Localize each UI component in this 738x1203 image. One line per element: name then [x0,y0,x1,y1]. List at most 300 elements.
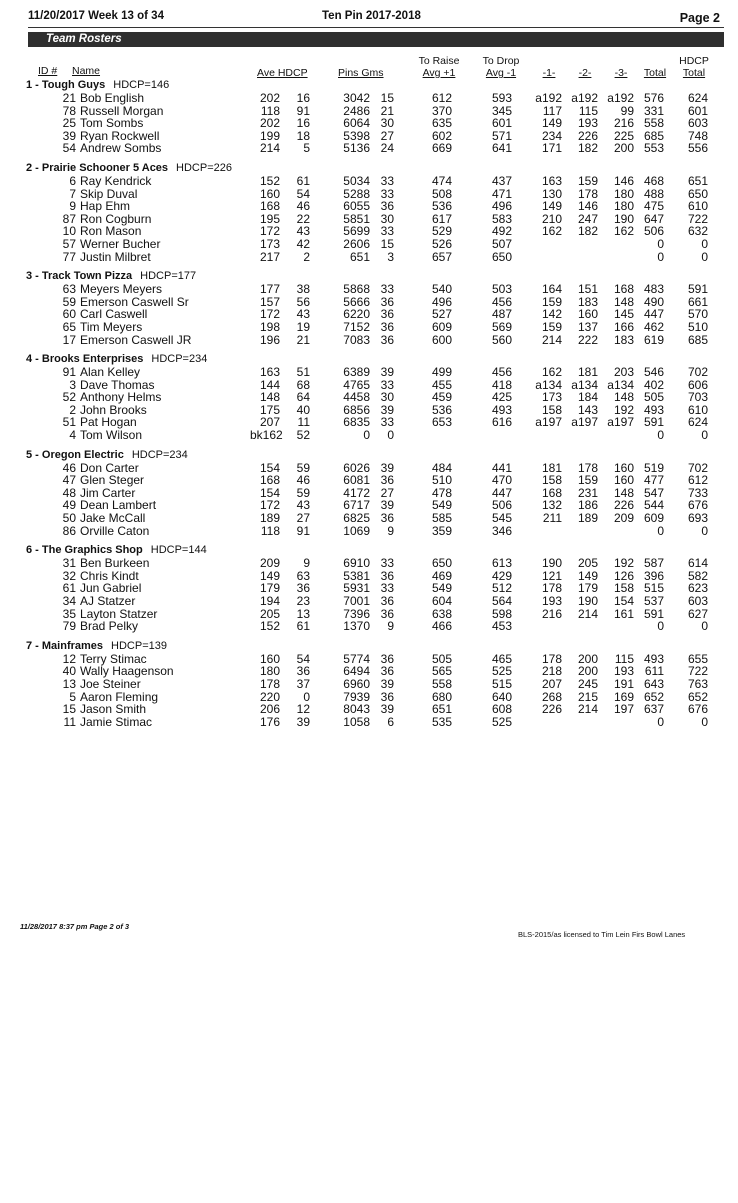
cell-pins: 7396 [343,606,370,621]
cell-hdcp: 0 [303,689,310,704]
cell-pins: 1069 [343,523,370,538]
cell-drop: 447 [491,485,512,500]
cell-ave: 118 [260,523,280,538]
cell-ave: 202 [259,116,280,131]
cell-htotal: 603 [687,594,708,608]
cell-total: 643 [643,676,664,691]
cell-pins: 6494 [343,664,370,679]
cell-hdcp: 19 [296,319,310,334]
table-row [0,142,738,155]
table-row [0,251,738,264]
team-hdcp: HDCP=177 [140,270,197,283]
cell-g2: 159 [577,473,598,488]
cell-g2: 214 [577,702,598,717]
cell-raise: 549 [431,581,452,596]
cell-htotal: 0 [701,249,708,264]
league-name: Ten Pin 2017-2018 [322,10,421,22]
cell-drop: 613 [491,556,512,571]
team-header [0,448,738,462]
cell-raise: 565 [431,664,452,679]
cell-g2: 214 [577,606,598,621]
cell-ave: 195 [259,211,280,226]
cell-drop: 465 [491,651,512,666]
cell-g3: 148 [613,294,634,309]
cell-hdcp: 61 [296,619,310,634]
cell-htotal: 661 [687,294,708,309]
cell-gms: 33 [380,556,394,571]
cell-id: 79 [62,619,76,634]
cell-gms: 39 [380,676,394,691]
cell-g2: 143 [577,402,598,417]
cell-id: 15 [62,702,76,717]
cell-name: Skip Duval [80,186,138,201]
cell-g2: 189 [577,511,598,526]
cell-name: Chris Kindt [80,568,139,583]
cell-htotal: 510 [687,319,708,334]
cell-hdcp: 39 [296,714,310,729]
cell-g3: 180 [613,199,634,214]
cell-g3: 209 [613,511,634,526]
cell-g3: a192 [607,91,634,105]
cell-htotal: 722 [687,211,708,226]
cell-g3: 225 [613,128,634,143]
team-section [0,543,738,633]
cell-total: 447 [643,307,664,322]
cell-hdcp: 56 [296,294,310,309]
cell-hdcp: 27 [296,511,310,526]
cell-g2: 193 [577,116,598,131]
cell-total: 396 [643,568,664,583]
cell-htotal: 676 [687,702,708,717]
cell-name: Terry Stimac [80,651,147,666]
cell-drop: 512 [491,581,512,596]
cell-g3: 158 [613,581,634,596]
cell-id: 59 [62,294,76,309]
team-section [0,448,738,538]
table-row [0,474,738,487]
cell-g2: 215 [577,689,598,704]
cell-raise: 609 [431,319,452,334]
cell-htotal: 606 [687,377,708,392]
cell-pins: 5666 [343,294,370,309]
cell-hdcp: 51 [296,365,310,380]
cell-g2: 178 [577,186,598,201]
cell-htotal: 624 [687,91,708,105]
cell-g1: 162 [541,365,562,380]
cell-pins: 5774 [343,651,370,666]
cell-ave: 209 [259,556,280,571]
cell-total: 331 [643,103,664,118]
cell-htotal: 591 [687,282,708,297]
cell-g3: 200 [613,141,634,156]
cell-pins: 5381 [343,568,370,583]
cell-htotal: 702 [687,460,708,475]
cell-total: 493 [643,651,664,666]
cell-gms: 36 [380,651,394,666]
cell-g3: 126 [613,568,634,583]
cell-name: Meyers Meyers [80,282,163,297]
cell-g2: 181 [577,365,598,380]
team-name [26,448,188,462]
cell-hdcp: 91 [296,103,310,118]
cell-id: 2 [69,402,76,417]
cell-g1: 211 [542,511,562,526]
cell-g1: 149 [541,199,562,214]
cell-hdcp: 23 [296,594,310,608]
cell-pins: 7083 [343,332,370,347]
team-title: 4 - Brooks Enterprises [26,353,144,366]
cell-ave: 198 [259,319,280,334]
cell-name: Jake McCall [80,511,146,526]
cell-gms: 39 [380,702,394,717]
cell-gms: 39 [380,365,394,380]
cell-drop: 598 [491,606,512,621]
cell-pins: 1058 [343,714,370,729]
cell-drop: 437 [491,173,512,188]
cell-drop: 583 [491,211,512,226]
cell-raise: 602 [431,128,452,143]
cell-g1: 181 [541,460,562,475]
cell-g3: 161 [613,606,634,621]
cell-total: 547 [643,485,664,500]
cell-pins: 6026 [343,460,370,475]
cell-raise: 510 [431,473,452,488]
cell-ave: 189 [259,511,280,526]
cell-total: 0 [657,428,664,443]
cell-total: 546 [643,365,664,380]
cell-id: 32 [62,568,76,583]
cell-ave: 118 [260,103,280,118]
table-row [0,429,738,442]
col-to-drop-bottom: Avg -1 [485,67,517,79]
cell-ave: 173 [259,236,280,251]
cell-hdcp: 61 [296,173,310,188]
cell-name: Anthony Helms [80,390,162,405]
cell-g3: 166 [613,319,634,334]
cell-g2: 159 [577,173,598,188]
cell-g2: 226 [577,128,598,143]
cell-pins: 6220 [343,307,370,322]
cell-id: 11 [63,714,76,729]
cell-drop: 492 [491,224,512,239]
cell-name: Pat Hogan [80,415,137,430]
cell-ave: 172 [259,307,280,322]
cell-gms: 36 [380,664,394,679]
cell-total: 0 [657,523,664,538]
cell-name: Ray Kendrick [80,173,152,188]
cell-raise: 526 [431,236,452,251]
cell-pins: 6389 [343,365,370,380]
cell-htotal: 614 [687,556,708,571]
cell-g3: 115 [614,651,634,666]
cell-id: 25 [62,116,76,131]
cell-raise: 536 [431,402,452,417]
date-week: 11/20/2017 Week 13 of 34 [28,10,164,22]
cell-gms: 30 [380,116,394,131]
cell-hdcp: 68 [296,377,310,392]
cell-pins: 6064 [343,116,370,131]
cell-raise: 536 [431,199,452,214]
cell-drop: 616 [491,415,512,430]
cell-drop: 493 [491,402,512,417]
cell-gms: 39 [380,402,394,417]
cell-drop: 470 [491,473,512,488]
table-row [0,238,738,251]
cell-ave: 220 [259,689,280,704]
cell-ave: 160 [259,186,280,201]
cell-g3: 160 [613,473,634,488]
table-row [0,512,738,525]
cell-pins: 5398 [343,128,370,143]
cell-htotal: 612 [687,473,708,488]
cell-id: 77 [62,249,76,264]
cell-id: 50 [62,511,76,526]
cell-drop: 487 [491,307,512,322]
cell-name: Wally Haagenson [80,664,174,679]
cell-pins: 3042 [343,91,370,105]
cell-gms: 15 [380,236,394,251]
cell-hdcp: 59 [296,460,310,475]
cell-name: Andrew Sombs [80,141,162,156]
col-to-raise-bottom: Avg +1 [422,67,456,79]
team-section [0,78,738,155]
cell-name: Jamie Stimac [80,714,153,729]
cell-hdcp: 46 [296,473,310,488]
cell-id: 35 [62,606,76,621]
cell-gms: 33 [380,377,394,392]
cell-name: Aaron Fleming [80,689,159,704]
cell-g2: 245 [577,676,598,691]
team-section [0,161,738,263]
cell-total: 490 [643,294,664,309]
cell-total: 558 [643,116,664,131]
cell-id: 65 [62,319,76,334]
col-game-1: -1- [542,67,556,79]
team-name [26,352,207,366]
col-game-2: -2- [578,67,592,79]
cell-name: Carl Caswell [80,307,148,322]
cell-total: 488 [643,186,664,201]
cell-hdcp: 16 [296,91,310,105]
cell-ave: 157 [259,294,280,309]
team-name [26,269,196,283]
cell-g1: 214 [541,332,562,347]
cell-g1: 226 [541,702,562,717]
cell-drop: 429 [491,568,512,583]
cell-id: 54 [62,141,76,156]
cell-total: 537 [643,594,664,608]
cell-g1: 130 [541,186,562,201]
cell-htotal: 651 [687,173,708,188]
cell-gms: 30 [380,211,394,226]
cell-htotal: 603 [687,116,708,131]
cell-g1: 163 [541,173,562,188]
cell-pins: 4765 [343,377,370,392]
cell-name: Don Carter [80,460,139,475]
cell-g3: 148 [613,390,634,405]
cell-g1: 121 [541,568,562,583]
cell-raise: 466 [431,619,452,634]
cell-g3: 169 [613,689,634,704]
cell-g2: 151 [577,282,598,297]
col-pins-gms: Pins Gms [338,67,384,79]
col-hdcp-total-bottom: Total [682,67,706,79]
col-total: Total [643,67,667,79]
cell-htotal: 582 [687,568,708,583]
cell-gms: 9 [387,619,394,634]
cell-gms: 3 [387,249,394,264]
cell-raise: 612 [431,91,452,105]
cell-drop: 506 [491,498,512,513]
cell-htotal: 685 [687,332,708,347]
cell-name: Justin Milbret [80,249,151,264]
cell-pins: 5699 [343,224,370,239]
cell-raise: 535 [431,714,452,729]
cell-htotal: 624 [687,415,708,430]
cell-raise: 370 [431,103,452,118]
cell-name: Emerson Caswell JR [80,332,192,347]
cell-g3: 193 [613,664,634,679]
cell-htotal: 627 [687,606,708,621]
cell-g1: 216 [541,606,562,621]
cell-id: 46 [62,460,76,475]
cell-g2: 247 [577,211,598,226]
cell-htotal: 763 [687,676,708,691]
team-hdcp: HDCP=144 [150,544,207,557]
cell-hdcp: 43 [296,307,310,322]
cell-pins: 4458 [343,390,370,405]
cell-raise: 529 [431,224,452,239]
cell-total: 591 [643,415,664,430]
cell-raise: 657 [431,249,452,264]
cell-htotal: 570 [687,307,708,322]
cell-hdcp: 54 [296,651,310,666]
cell-htotal: 632 [687,224,708,239]
page-number: Page 2 [679,11,720,25]
cell-drop: 564 [491,594,512,608]
cell-gms: 24 [380,141,394,156]
cell-g3: 191 [613,676,634,691]
cell-g1: 178 [541,581,562,596]
cell-pins: 1370 [343,619,370,634]
cell-ave: 205 [259,606,280,621]
cell-gms: 36 [380,294,394,309]
cell-ave: 152 [259,619,280,634]
cell-hdcp: 12 [296,702,310,717]
cell-pins: 5851 [343,211,370,226]
cell-gms: 36 [380,594,394,608]
cell-raise: 669 [431,141,452,156]
cell-name: Orville Caton [80,523,150,538]
cell-hdcp: 18 [296,128,310,143]
cell-name: John Brooks [80,402,147,417]
cell-pins: 7001 [343,594,370,608]
cell-drop: 560 [491,332,512,347]
cell-id: 13 [62,676,76,691]
cell-hdcp: 63 [296,568,310,583]
cell-htotal: 652 [687,689,708,704]
cell-gms: 9 [387,523,394,538]
team-title: 2 - Prairie Schooner 5 Aces [26,161,169,174]
cell-ave: 172 [259,498,280,513]
table-row [0,175,738,188]
cell-htotal: 703 [687,390,708,405]
footer-timestamp: 11/28/2017 8:37 pm Page 2 of 3 [20,922,130,931]
cell-total: 619 [643,332,664,347]
cell-total: 544 [643,498,664,513]
cell-drop: 640 [491,689,512,704]
col-game-3: -3- [614,67,628,79]
cell-id: 91 [62,365,76,380]
cell-hdcp: 43 [296,498,310,513]
cell-ave: 175 [259,402,280,417]
cell-g1: a192 [535,91,562,105]
table-row [0,620,738,633]
cell-id: 10 [62,224,76,239]
cell-ave: 149 [259,568,280,583]
cell-g2: 184 [577,390,598,405]
table-row [0,716,738,729]
cell-pins: 6960 [343,676,370,691]
cell-name: Jason Smith [80,702,147,717]
cell-total: 0 [657,236,664,251]
cell-gms: 36 [380,319,394,334]
cell-total: 462 [643,319,664,334]
col-name: Name [72,65,101,77]
cell-gms: 39 [380,498,394,513]
cell-total: 637 [643,702,664,717]
cell-pins: 6835 [343,415,370,430]
cell-g2: a197 [571,415,598,430]
cell-g3: 168 [613,282,634,297]
table-row [0,391,738,404]
cell-g2: 146 [577,199,598,214]
cell-hdcp: 59 [296,485,310,500]
cell-total: 505 [643,390,664,405]
cell-htotal: 733 [687,485,708,500]
cell-drop: 456 [491,294,512,309]
table-row [0,703,738,716]
table-row [0,525,738,538]
cell-total: 477 [643,473,664,488]
cell-name: Emerson Caswell Sr [80,294,189,309]
cell-pins: 5034 [343,173,370,188]
cell-gms: 36 [380,689,394,704]
cell-gms: 36 [380,199,394,214]
cell-hdcp: 11 [297,415,310,430]
cell-total: 587 [643,556,664,571]
team-hdcp: HDCP=234 [151,353,208,366]
cell-id: 87 [62,211,76,226]
cell-g3: 183 [613,332,634,347]
cell-htotal: 610 [687,199,708,214]
cell-raise: 540 [431,282,452,297]
cell-total: 506 [643,224,664,239]
cell-drop: 425 [491,390,512,405]
cell-raise: 508 [431,186,452,201]
cell-pins: 6910 [343,556,370,571]
cell-hdcp: 40 [296,402,310,417]
cell-ave: 144 [259,377,280,392]
cell-raise: 638 [431,606,452,621]
cell-name: Jim Carter [80,485,136,500]
cell-id: 86 [62,523,76,538]
cell-ave: 194 [259,594,280,608]
cell-gms: 27 [380,128,394,143]
cell-id: 78 [62,103,76,118]
cell-raise: 469 [431,568,452,583]
cell-g3: 180 [613,186,634,201]
